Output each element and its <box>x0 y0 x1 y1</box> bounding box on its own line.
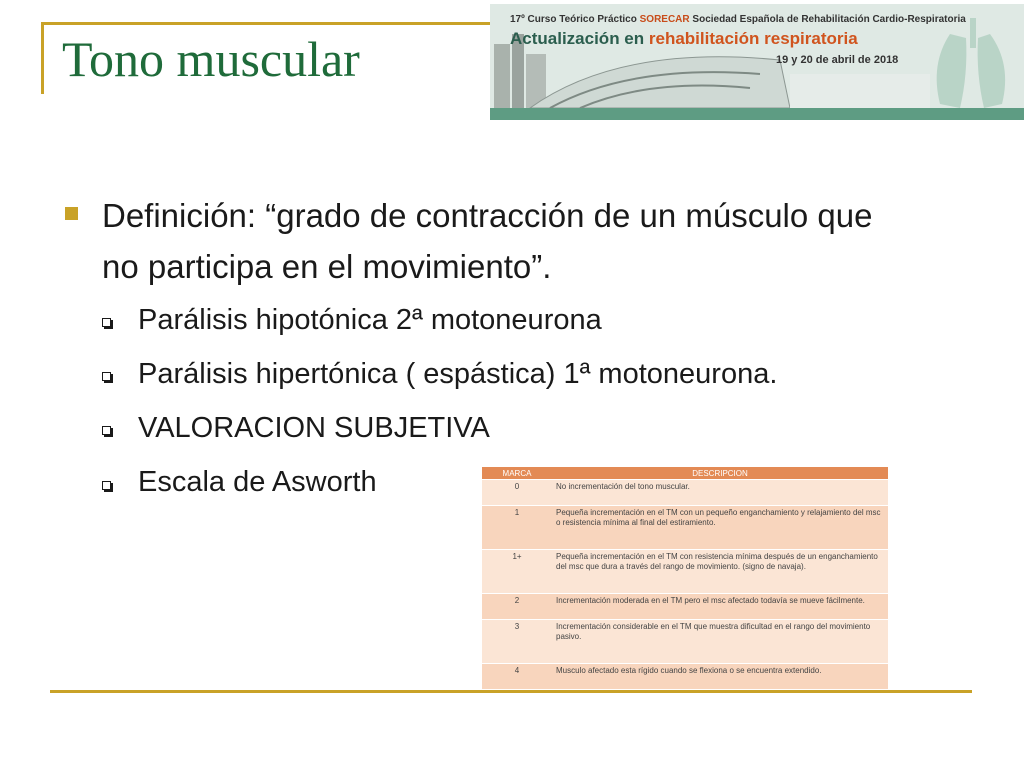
descripcion-cell: Incrementación moderada en el TM pero el msc afectado todavía se mueve fácilmente. <box>552 593 888 619</box>
banner-bottom-strip <box>490 108 1024 120</box>
banner-headline-highlight: rehabilitación respiratoria <box>648 29 858 48</box>
main-bullet-square <box>65 207 78 220</box>
sub-bullet-text: Parálisis hipotónica 2ª motoneurona <box>138 304 602 336</box>
sub-bullet-box-icon <box>102 481 111 490</box>
main-bullet-text: Definición: “grado de contracción de un músculo que no participa en el movimiento”. <box>102 197 873 285</box>
descripcion-cell: Musculo afectado esta rígido cuando se flexiona o se encuentra extendido. <box>552 664 888 689</box>
table-header-row <box>482 467 888 480</box>
banner-course-line <box>510 14 966 25</box>
sub-bullet-box-icon <box>102 372 111 381</box>
column-header-marca: MARCA <box>482 467 552 480</box>
marca-cell: 1 <box>482 506 552 550</box>
table-row <box>482 620 888 664</box>
sub-bullet-text: VALORACION SUBJETIVA <box>138 412 490 444</box>
descripcion-cell: No incrementación del tono muscular. <box>552 480 888 506</box>
sub-bullet-box-icon <box>102 426 111 435</box>
marca-cell: 4 <box>482 664 552 689</box>
sub-bullet-box-icon <box>102 318 111 327</box>
sub-bullet-text: Parálisis hipertónica ( espástica) 1ª motoneurona. <box>138 358 778 390</box>
table-row <box>482 664 888 689</box>
footer-divider <box>50 690 972 693</box>
descripcion-cell: Pequeña incrementación en el TM con resistencia mínima después de un enganchamiento del msc que dura a través del rango de movimiento. (signo de navaja). <box>552 550 888 594</box>
banner-course-prefix: 17º Curso Teórico Práctico <box>510 14 640 25</box>
slide-title: Tono muscular <box>62 31 360 87</box>
banner-org-name: SORECAR <box>639 14 690 25</box>
conference-banner <box>490 4 1024 120</box>
title-accent-horizontal <box>41 22 491 25</box>
asworth-scale-table <box>482 467 888 689</box>
table-row <box>482 593 888 619</box>
table-row <box>482 550 888 594</box>
descripcion-cell: Pequeña incrementación en el TM con un pequeño enganchamiento y relajamiento del msc o resistencia mínima al final del estiramiento. <box>552 506 888 550</box>
banner-headline <box>510 29 858 49</box>
marca-cell: 1+ <box>482 550 552 594</box>
banner-headline-prefix: Actualización en <box>510 29 649 48</box>
marca-cell: 2 <box>482 593 552 619</box>
banner-dates: 19 y 20 de abril de 2018 <box>776 54 899 66</box>
marca-cell: 3 <box>482 620 552 664</box>
banner-society-name: Sociedad Española de Rehabilitación Cardio-Respiratoria <box>689 14 966 25</box>
table-row <box>482 480 888 506</box>
table-row <box>482 506 888 550</box>
title-accent-vertical <box>41 22 44 94</box>
sub-bullet-text: Escala de Asworth <box>138 466 377 498</box>
marca-cell: 0 <box>482 480 552 506</box>
column-header-descripcion: DESCRIPCION <box>552 467 888 480</box>
descripcion-cell: Incrementación considerable en el TM que muestra dificultad en el rango del movimiento pasivo. <box>552 620 888 664</box>
